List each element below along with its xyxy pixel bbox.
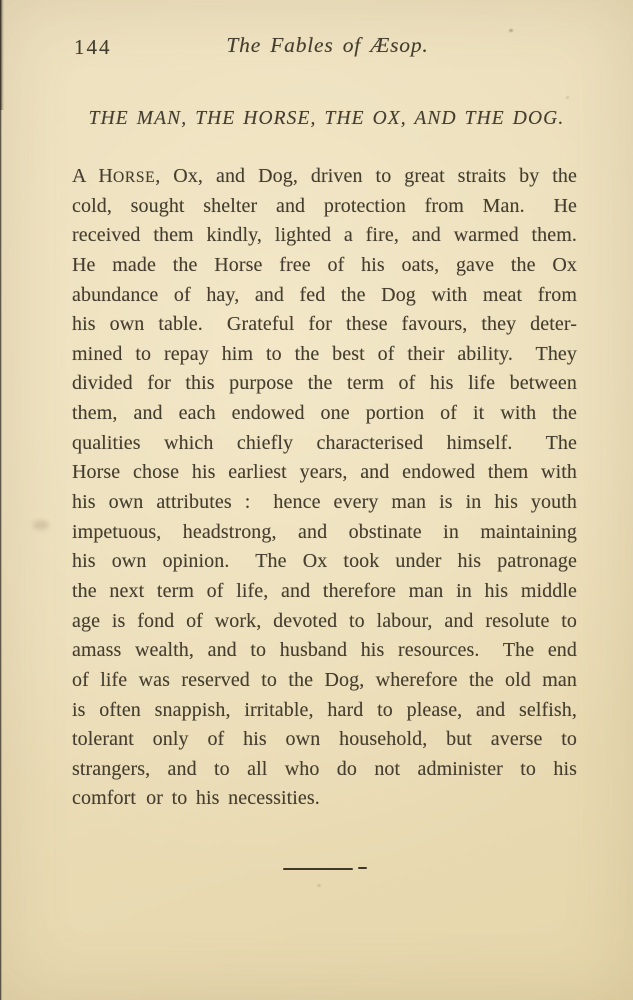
text-line: qualities which chiefly characterised himself. The — [72, 431, 577, 454]
text-line: the next term of life, and therefore man in his middle — [72, 579, 577, 602]
text-line: his own opinion. The Ox took under his patronage — [72, 550, 577, 573]
text-line: cold, sought shelter and protection from Man. He — [72, 194, 577, 217]
text-line: mined to repay him to the best of their ability. They — [72, 342, 577, 365]
fable-title: THE MAN, THE HORSE, THE OX, AND THE DOG. — [88, 108, 565, 129]
paper-speck — [317, 884, 321, 887]
paper-smudge — [33, 520, 49, 530]
scan-edge-left — [0, 0, 2, 1000]
text-line: impetuous, headstrong, and obstinate in maintaining — [72, 520, 577, 543]
page-header — [72, 33, 583, 61]
text-line: A HORSE, Ox, and Dog, driven to great straits by the — [72, 165, 578, 187]
paper-speck — [509, 29, 513, 32]
text-line: is often snappish, irritable, hard to please, and selfish, — [72, 698, 577, 721]
divider-dash — [358, 867, 367, 869]
fable-text — [72, 162, 577, 814]
text-line: amass wealth, and to husband his resources. The end — [72, 639, 577, 662]
page-number: 144 — [74, 35, 112, 59]
text-line: divided for this purpose the term of his life between — [72, 372, 577, 395]
paper-speck — [566, 96, 569, 99]
text-line: tolerant only of his own household, but averse to — [72, 728, 577, 751]
text-line: them, and each endowed one portion of it with the — [72, 402, 577, 425]
text-line: He made the Horse free of his oats, gave the Ox — [72, 253, 577, 276]
text-line: Horse chose his earliest years, and endowed them with — [72, 461, 577, 484]
text-line: received them kindly, lighted a fire, and warmed them. — [72, 224, 577, 247]
text-line: abundance of hay, and fed the Dog with meat from — [72, 283, 577, 306]
section-divider — [283, 868, 367, 872]
running-title: The Fables of Æsop. — [226, 33, 429, 57]
text-line: his own table. Grateful for these favours, they deter- — [72, 313, 577, 336]
text-line: age is fond of work, devoted to labour, and resolute to — [72, 609, 577, 632]
text-line: comfort or to his necessities. — [72, 787, 320, 810]
text-line: his own attributes : hence every man is in his youth — [72, 491, 577, 514]
scan-edge-left-top — [0, 0, 4, 110]
text-line: of life was reserved to the Dog, wherefore the old man — [72, 668, 577, 691]
text-line: strangers, and to all who do not administer to his — [72, 757, 577, 780]
divider-rule — [283, 868, 353, 870]
